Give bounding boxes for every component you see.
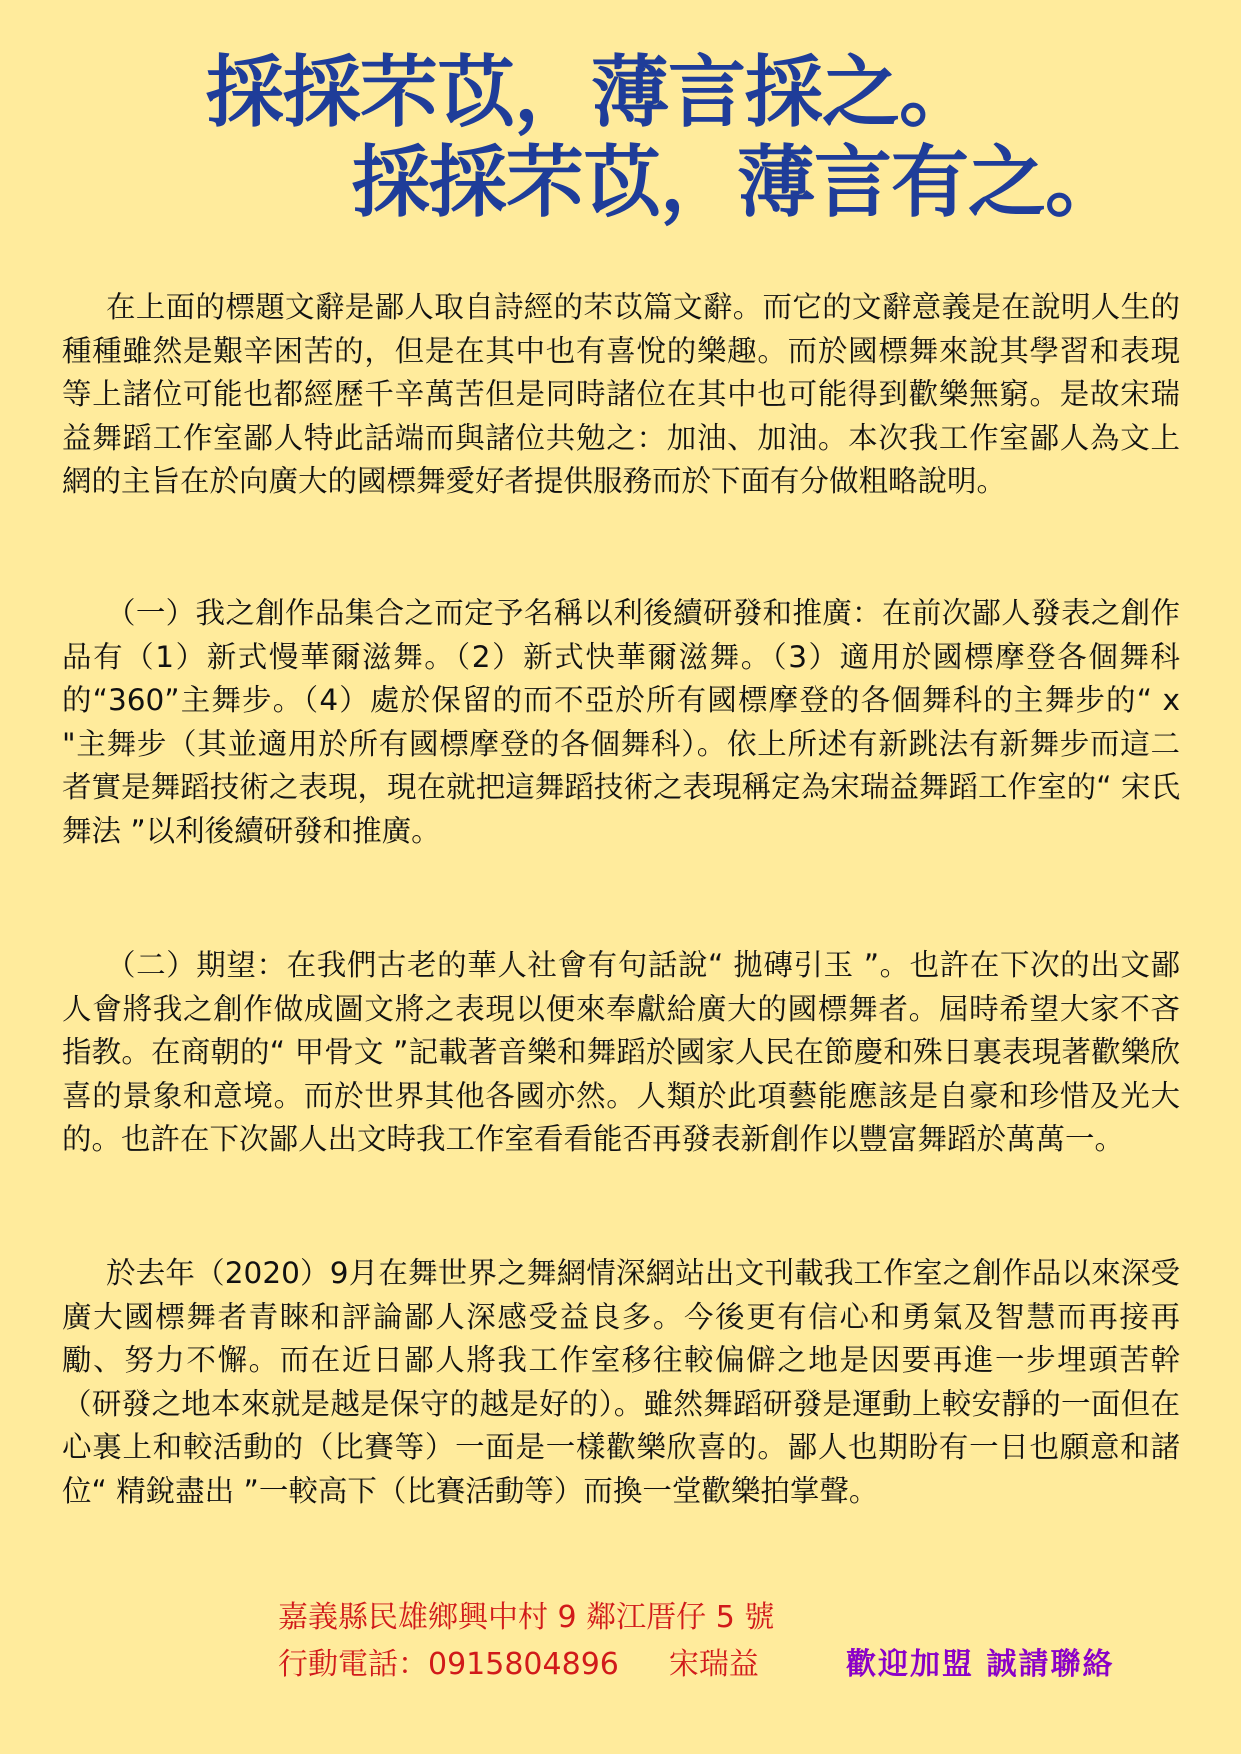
contact-name: 宋瑞益 [668,1647,759,1682]
welcome-slogan: 歡迎加盟 誠請聯絡 [846,1647,1115,1682]
title-line-2: 採採芣苡，薄言有之。 [352,138,1123,228]
contact-phone: 行動電話：0915804896 [278,1647,619,1682]
contact-line [278,1645,759,1685]
paragraph-intro: 在上面的標題文辭是鄙人取自詩經的芣苡篇文辭。而它的文辭意義是在說明人生的種種雖然是艱辛困苦的，但是在其中也有喜悅的樂趣。而於國標舞來說其學習和表現等上諸位可能也都經歷千辛萬苦但是同時諸位在其中也可能得到歡樂無窮。是故宋瑞益舞蹈工作室鄙人特此話端而與諸位共勉之：加油、加油。本次我工作室鄙人為文上網的主旨在於向廣大的國標舞愛好者提供服務而於下面有分做粗略說明。 [62,290,1180,498]
title-line-1: 採採芣苡，薄言採之。 [206,48,977,138]
contact-address: 嘉義縣民雄鄉興中村 9 鄰江厝仔 5 號 [278,1600,775,1635]
paragraph-outlook: 於去年（2020）9月在舞世界之舞網情深網站出文刊載我工作室之創作品以來深受廣大國標舞者青睞和評論鄙人深感受益良多。今後更有信心和勇氣及智慧而再接再勵、努力不懈。而在近日鄙人將我工作室移往較偏僻之地是因要再進一步埋頭苦幹（研發之地本來就是越是保守的越是好的）。雖然舞蹈研發是運動上較安靜的一面但在心裏上和較活動的（比賽等）一面是一樣歡樂欣喜的。鄙人也期盼有一日也願意和諸位“ 精銳盡出 ”一較高下（比賽活動等）而換一堂歡樂拍掌聲。 [62,1256,1180,1508]
paragraph-creations: （一）我之創作品集合之而定予名稱以利後續研發和推廣：在前次鄙人發表之創作品有（1）新式慢華爾滋舞。（2）新式快華爾滋舞。（3）適用於國標摩登各個舞科的“360”主舞步。（4）處於保留的而不亞於所有國標摩登的各個舞科的主舞步的“ x "主舞步（其並適用於所有國標摩登的各個舞科）。依上所述有新跳法有新舞步而這二者實是舞蹈技術之表現，現在就把這舞蹈技術之表現稱定為宋瑞益舞蹈工作室的“ 宋氏舞法 ”以利後續研發和推廣。 [62,596,1180,848]
paragraph-expectations: （二）期望：在我們古老的華人社會有句話說“ 拋磚引玉 ”。也許在下次的出文鄙人會將我之創作做成圖文將之表現以便來奉獻給廣大的國標舞者。屆時希望大家不吝指教。在商朝的“ 甲骨文 ”記載著音樂和舞蹈於國家人民在節慶和殊日裏表現著歡樂欣喜的景象和意境。而於世界其他各國亦然。人類於此項藝能應該是自豪和珍惜及光大的。也許在下次鄙人出文時我工作室看看能否再發表新創作以豐富舞蹈於萬萬一。 [62,948,1180,1156]
